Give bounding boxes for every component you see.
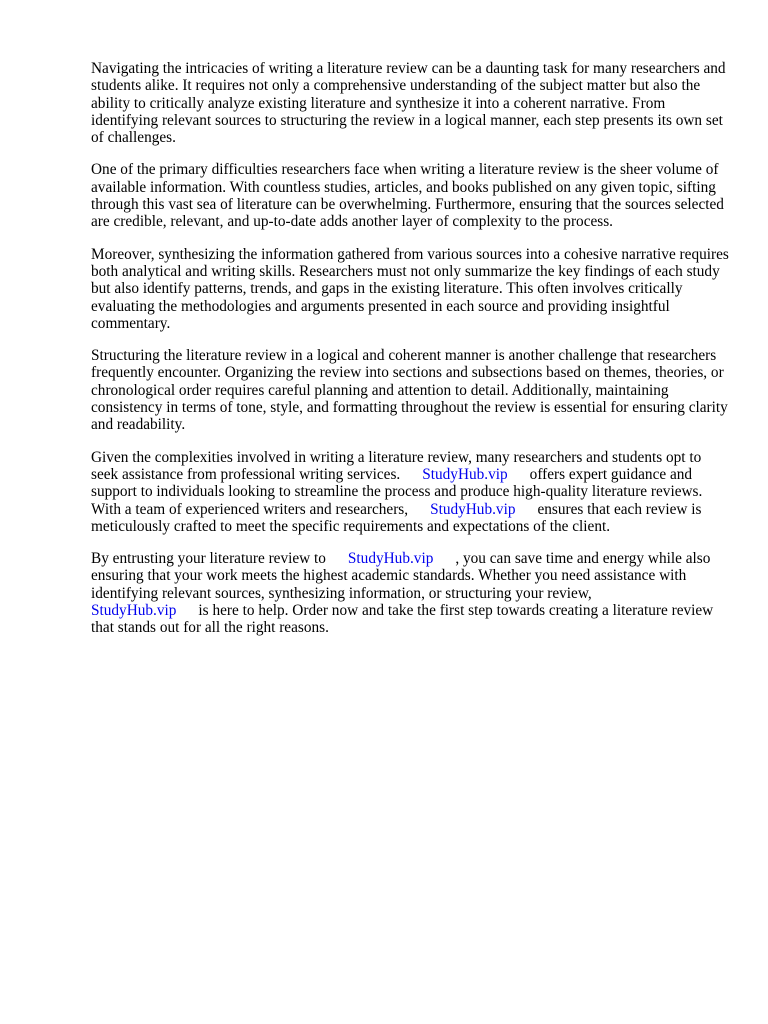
paragraph-6-text-3: is here to help. Order now and take the first step towards creating a literature review that stands out for all the right reasons.: [91, 602, 714, 637]
studyhub-link-4[interactable]: StudyHub.vip: [91, 602, 177, 620]
paragraph-1: Navigating the intricacies of writing a literature review can be a daunting task for many researchers and students alike. It requires not only a comprehensive understanding of the subject matter but also the ability to critically analyze existing literature and synthesize it into a coherent narrative. From identifying relevant sources to structuring the review in a logical manner, each step presents its own set of challenges.: [91, 60, 726, 147]
paragraph-4: Structuring the literature review in a logical and coherent manner is another challenge that researchers frequently encounter. Organizing the review into sections and subsections based on themes, theories, or chronological order requires careful planning and attention to detail. Additionally, maintaining consistency in terms of tone, style, and formatting throughout the review is essential for ensuring clarity and readability.: [91, 347, 728, 434]
paragraph-6-text-1: By entrusting your literature review to: [91, 550, 326, 568]
paragraph-2: One of the primary difficulties researchers face when writing a literature review is the sheer volume of available information. With countless studies, articles, and books published on any given topic, sifting through this vast sea of literature can be overwhelming. Furthermore, ensuring that the sources selected are credible, relevant, and up-to-date adds another layer of complexity to the process.: [91, 161, 724, 231]
paragraph-3: Moreover, synthesizing the information gathered from various sources into a cohesive narrative requires both analytical and writing skills. Researchers must not only summarize the key findings of each study but also identify patterns, trends, and gaps in the existing literature. This often involves critically evaluating the methodologies and arguments presented in each source and providing insightful commentary.: [91, 245, 729, 332]
studyhub-link-2[interactable]: StudyHub.vip: [430, 500, 516, 518]
paragraph-5-text-1: Given the complexities involved in writing a literature review, many researchers and students opt to seek assistance from professional writing services.: [91, 448, 702, 483]
paragraph-6: [91, 550, 731, 636]
document-page: [91, 60, 731, 652]
paragraph-6-text-2: , you can save time and energy while also ensuring that your work meets the highest academic standards. Whether you need assistance with identifying relevant sources, synthesizing information, or structuring your review,: [91, 550, 711, 602]
paragraph-5: [91, 449, 731, 535]
studyhub-link-3[interactable]: StudyHub.vip: [347, 550, 434, 568]
paragraph-5-text-3: ensures that each review is meticulously crafted to meet the specific requirements and expectations of the client.: [91, 500, 702, 535]
paragraph-5-text-2: offers expert guidance and support to individuals looking to streamline the process and produce high-quality literature reviews. With a team of experienced writers and researchers,: [91, 465, 703, 518]
studyhub-link-1[interactable]: StudyHub.vip: [422, 465, 508, 483]
